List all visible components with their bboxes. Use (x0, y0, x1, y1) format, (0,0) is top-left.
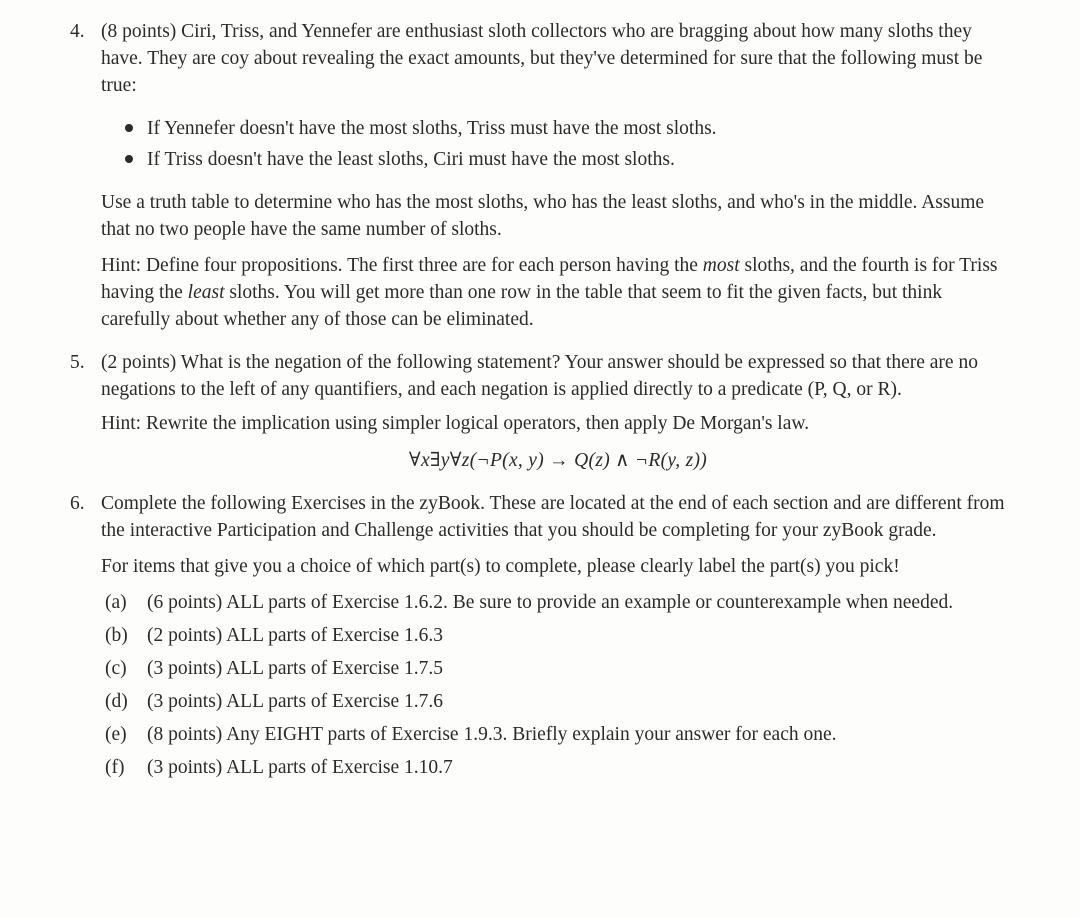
question-5-number: 5. (70, 352, 85, 373)
condition-text: If Yennefer doesn't have the most sloths, Triss must have the most sloths. (147, 118, 717, 139)
question-4-task: Use a truth table to determine who has the most sloths, who has the least sloths, and who's in the middle. Assume that no two people have the same number of sloths. (101, 192, 985, 240)
question-4-intro: (8 points) Ciri, Triss, and Yennefer are enthusiast sloth collectors who are bragging about how many sloths they have. They are coy about revealing the exact amounts, but they've determined for sure that the following must be true: (101, 21, 983, 96)
exercise-text: (6 points) ALL parts of Exercise 1.6.2. Be sure to provide an example or counterexample when needed. (147, 592, 954, 613)
question-6 (70, 490, 1015, 781)
hint-emphasis-most: most (702, 255, 740, 276)
exercise-text: (3 points) ALL parts of Exercise 1.7.6 (147, 691, 444, 712)
hint-text-part: Hint: Define four propositions. The first three are for each person having the (101, 255, 703, 276)
condition-item (121, 115, 1015, 142)
exercise-item (101, 721, 1015, 748)
bullet-icon (125, 155, 133, 163)
question-5 (70, 349, 1015, 474)
exercise-item (101, 589, 1015, 616)
exercise-label: (c) (105, 658, 127, 679)
question-6-text: Complete the following Exercises in the zyBook. These are located at the end of each section and are different from the interactive Participation and Challenge activities that you should be completing for your zyBook grade. (101, 493, 1005, 541)
question-4 (70, 18, 1015, 333)
question-4-number: 4. (70, 21, 85, 42)
exercise-text: (3 points) ALL parts of Exercise 1.7.5 (147, 658, 444, 679)
question-5-hint: Hint: Rewrite the implication using simpler logical operators, then apply De Morgan's law. (101, 413, 810, 434)
exercise-label: (a) (105, 592, 127, 613)
question-5-text: (2 points) What is the negation of the following statement? Your answer should be expressed so that there are no negations to the left of any quantifiers, and each negation is applied directly to a predicate (P, Q, or R). (101, 352, 978, 400)
document-page (70, 18, 1015, 787)
exercise-item (101, 754, 1015, 781)
question-6-number: 6. (70, 493, 85, 514)
exercise-item (101, 622, 1015, 649)
condition-item (121, 146, 1015, 173)
question-4-hint (101, 252, 1015, 333)
exercise-label: (b) (105, 625, 128, 646)
hint-text-part: sloths. You will get more than one row in the table that seem to fit the given facts, but think carefully about whether any of those can be eliminated. (101, 282, 943, 330)
exercise-list (101, 589, 1015, 781)
exercise-text: (3 points) ALL parts of Exercise 1.10.7 (147, 757, 453, 778)
exercise-label: (d) (105, 691, 128, 712)
exercise-label: (f) (105, 757, 125, 778)
question-6-note: For items that give you a choice of which part(s) to complete, please clearly label the part(s) you pick! (101, 556, 900, 577)
bullet-icon (125, 124, 133, 132)
exercise-text: (8 points) Any EIGHT parts of Exercise 1.9.3. Briefly explain your answer for each one. (147, 724, 837, 745)
hint-text-part: sloths, and the fourth is for Triss having the (101, 255, 998, 303)
question-4-conditions (101, 115, 1015, 173)
hint-emphasis-least: least (187, 282, 225, 303)
exercise-item (101, 655, 1015, 682)
exercise-text: (2 points) ALL parts of Exercise 1.6.3 (147, 625, 444, 646)
condition-text: If Triss doesn't have the least sloths, Ciri must have the most sloths. (147, 149, 675, 170)
exercise-item (101, 688, 1015, 715)
logic-formula: ∀x∃y∀z(¬P(x, y) → Q(z) ∧ ¬R(y, z)) (408, 450, 708, 471)
exercise-label: (e) (105, 724, 127, 745)
